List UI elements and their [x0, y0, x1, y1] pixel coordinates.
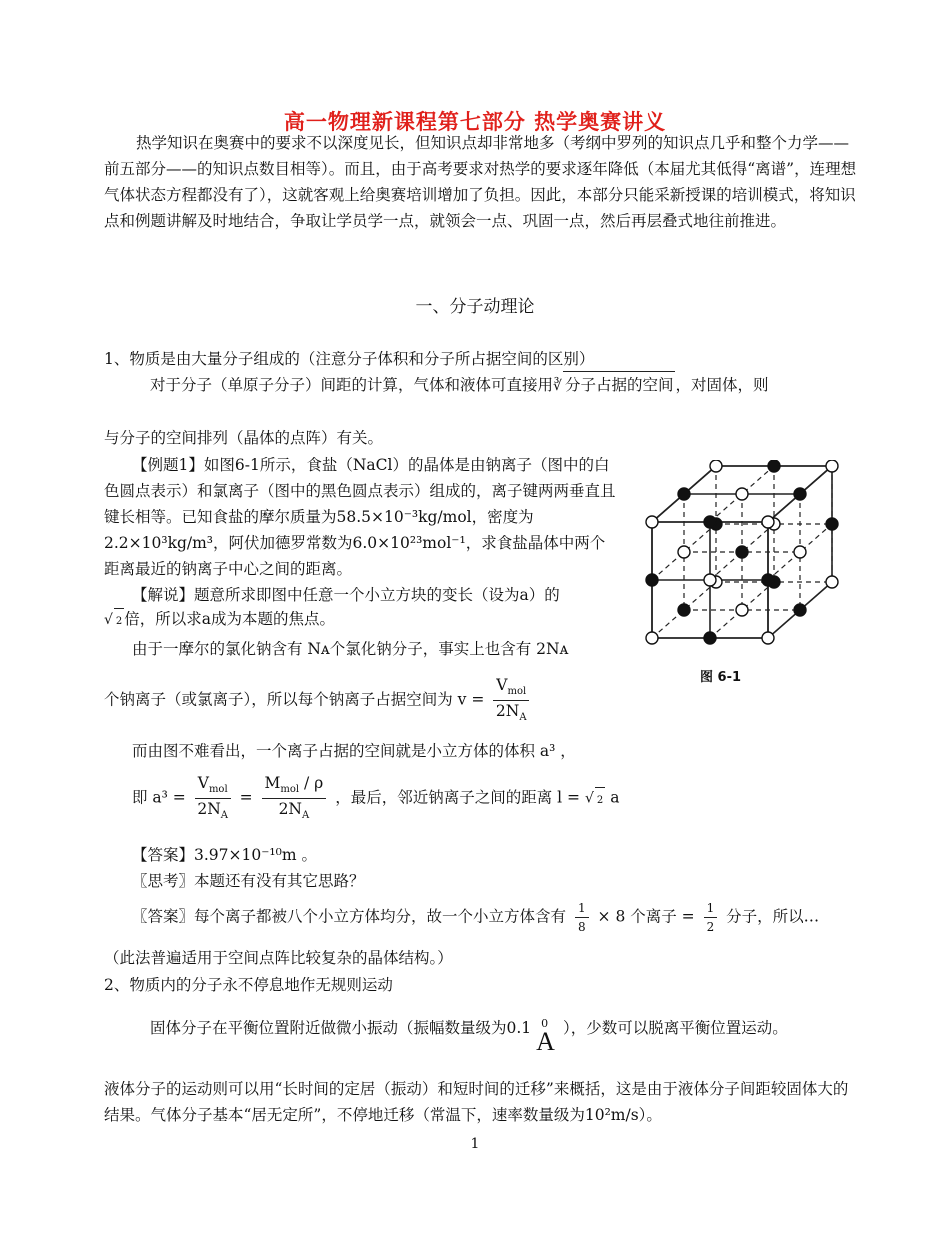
fraction-one-half: $\frac{1}{2}$ [704, 902, 718, 933]
explain-a: 【解说】题意所求即图中任意一个小立方块的变长（设为a）的 [132, 586, 560, 604]
fraction-a3: $\frac{V_{mol}}{2N_A}$ [195, 776, 231, 821]
chlorine-ion [826, 518, 838, 530]
item1-line1-text: 对于分子（单原子分子）间距的计算，气体和液体可直接用 [150, 376, 554, 394]
chlorine-ion [768, 460, 780, 472]
explain-c: 由于一摩尔的氯化钠含有 Nᴀ个氯化钠分子，事实上也含有 2Nᴀ [132, 640, 569, 658]
sodium-ion [826, 460, 838, 472]
sodium-ion [794, 546, 806, 558]
solid-a: 固体分子在平衡位置附近做微小振动（振幅数量级为0.1 [150, 1019, 532, 1037]
explain-d: 个钠离子（或氯离子），所以每个钠离子占据空间为 v = [104, 690, 485, 709]
chlorine-ion [704, 516, 716, 528]
angstrom-symbol: 0 A [536, 1017, 555, 1056]
think-ans-b: 分子，所以… [726, 907, 820, 926]
page-number: 1 [470, 1136, 480, 1152]
explain-d-line [104, 678, 533, 723]
sodium-ion [646, 516, 658, 528]
sodium-ion [762, 632, 774, 644]
fraction-vmol-2na: $\frac{V_{mol}}{2N_A}$ [493, 678, 529, 723]
chlorine-ion [646, 574, 658, 586]
sodium-ion [710, 460, 722, 472]
item1-line1 [150, 371, 768, 399]
figure-caption: 图 6-1 [700, 670, 742, 685]
formula-tail: ，最后，邻近钠离子之间的距离 l = [335, 788, 581, 807]
think-answer-line: 〖答案〗每个离子都被八个小立方体均分，故一个小立方体含有 $\frac{1}{8}$ × 8 个离子 = $\frac{1}{2}$ 分子，所以… [132, 901, 820, 934]
sodium-ion [704, 574, 716, 586]
page-title: 高一物理新课程第七部分 热学奥赛讲义 [283, 109, 667, 134]
example-1: 【例题1】如图6-1所示，食盐（NaCl）的晶体是由钠离子（图中的白色圆点表示）和氯离子（图中的黑色圆点表示）组成的，离子键两两垂直且键长相等。已知食盐的摩尔质量为58.5×10⁻³kg/mol，密度为2.2×10³kg/m³，阿伏加德罗常数为6.0×10²³mol⁻¹，求食盐晶体中两个距离最近的钠离子中心之间的距离。 [104, 456, 616, 578]
answer: 【答案】3.97×10⁻¹⁰m 。 [132, 846, 317, 864]
item2-heading: 2、物质内的分子永不停息地作无规则运动 [104, 976, 393, 994]
think: 〖思考〗本题还有没有其它思路？ [132, 872, 365, 890]
item1-line2: 与分子的空间排列（晶体的点阵）有关。 [104, 429, 384, 447]
chlorine-ion [736, 546, 748, 558]
formula-lead: 即 a³ = [132, 788, 186, 807]
fraction-one-eighth: $\frac{1}{8}$ [575, 902, 589, 933]
sodium-ion [678, 546, 690, 558]
section-heading: 一、分子动理论 [415, 297, 535, 317]
think-ans-a: 〖答案〗每个离子都被八个小立方体均分，故一个小立方体含有 [132, 907, 567, 926]
chlorine-ion [794, 604, 806, 616]
explain-b: 倍，所以求a成为本题的焦点。 [124, 610, 336, 628]
sodium-ion [762, 516, 774, 528]
sodium-ion [736, 488, 748, 500]
sqrt-icon: ∛ [553, 378, 562, 394]
sodium-ion [736, 604, 748, 616]
chlorine-ion [762, 574, 774, 586]
chlorine-ion [678, 604, 690, 616]
chlorine-ion [794, 488, 806, 500]
sqrt2-icon: √ [584, 790, 594, 807]
intro-paragraph: 热学知识在奥赛中的要求不以深度见长，但知识点却非常地多（考纲中罗列的知识点几乎和整个力学——前五部分——的知识点数目相等）。而且，由于高考要求对热学的要求逐年降低（本届尤其低得“离谱”，连理想气体状态方程都没有了），这就客观上给奥赛培训增加了负担。因此，本部分只能采新授课的培训模式，将知识点和例题讲解及时地结合，争取让学员学一点，就领会一点、巩固一点，然后再层叠式地往前推进。 [104, 134, 857, 230]
explain-b-line: √ 2 倍，所以求a成为本题的焦点。 [104, 606, 335, 635]
sqrt-content: 分子占据的空间 [563, 371, 676, 398]
liquid-paragraph: 液体分子的运动则可以用“长时间的定居（振动）和短时间的迁移”来概括，这是由于液体分子间距较固体大的结果。气体分子基本“居无定所”，不停地迁移（常温下，速率数量级为10²m/s）。 [104, 1080, 849, 1124]
fraction-mmol-rho: $\frac{M_{mol} / \rho}{2N_A}$ [262, 776, 327, 821]
solid-b: ），少数可以脱离平衡位置运动。 [563, 1019, 788, 1037]
item1-heading: 1、物质是由大量分子组成的（注意分子体积和分子所占据空间的区别） [104, 350, 595, 368]
formula-line: 即 a³ = $\frac{V_{mol}}{2N_A}$ = $\frac{M_{mol} / \rho}{2N_A}$ ，最后，邻近钠离子之间的距离 l = √ 2 a [132, 774, 620, 822]
solid-line [150, 1015, 788, 1056]
sodium-ion [826, 576, 838, 588]
chlorine-ion [704, 632, 716, 644]
explain-e: 而由图不难看出，一个离子占据的空间就是小立方体的体积 a³ ， [132, 742, 576, 760]
sodium-ion [646, 632, 658, 644]
chlorine-ion [678, 488, 690, 500]
sqrt2-icon: √ [104, 612, 113, 628]
item1-line1-end: ，对固体，则 [675, 376, 769, 394]
note: （此法普遍适用于空间点阵比较复杂的晶体结构。） [104, 949, 453, 967]
nacl-lattice-figure [640, 460, 840, 660]
